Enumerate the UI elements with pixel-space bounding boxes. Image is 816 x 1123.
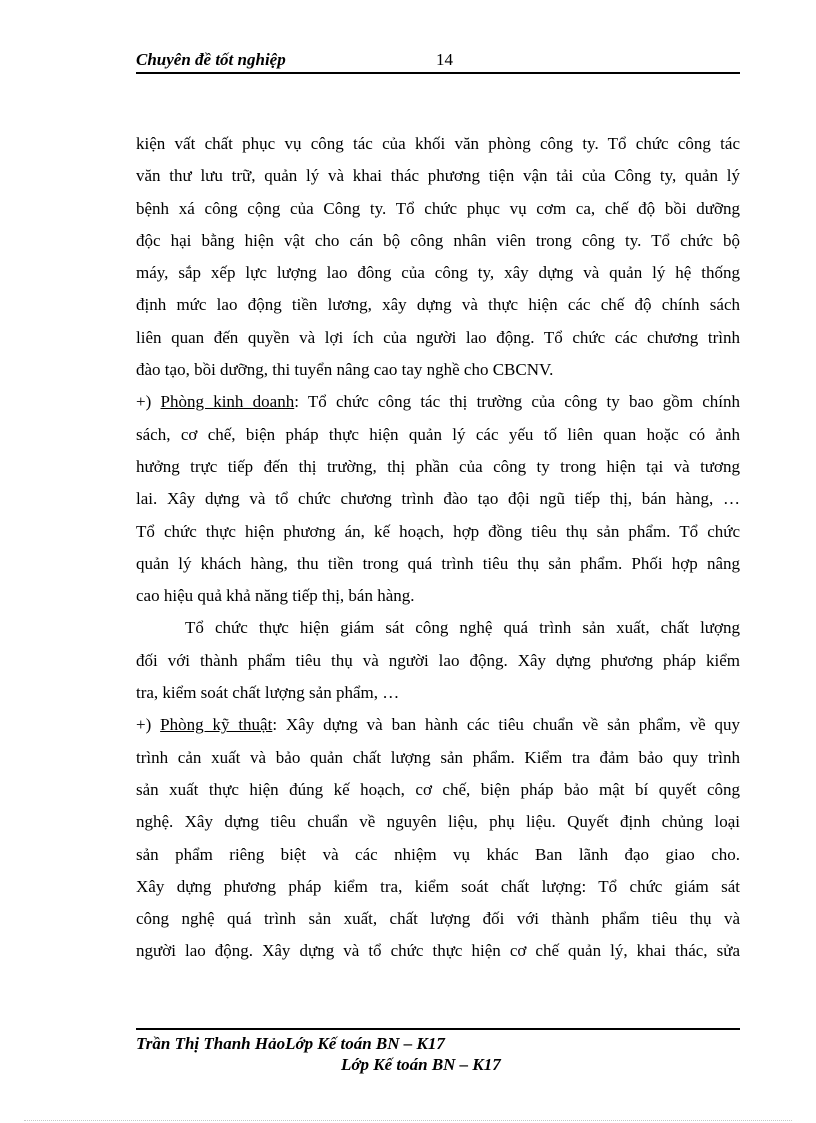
text-line: sản phẩm riêng biệt và các nhiệm vụ khác Ban lãnh đạo giao cho. — [136, 844, 740, 864]
text-line: đối với thành phẩm tiêu thụ và người lao động. Xây dựng phương pháp kiểm — [136, 650, 740, 670]
section-heading-phong-ky-thuat: Phòng kỹ thuật — [160, 715, 273, 735]
text-line: công nghệ quá trình sản xuất, chất lượng đối với thành phẩm tiêu thụ và — [136, 909, 740, 929]
paragraph-phong-kinh-doanh — [136, 386, 740, 612]
text-line: Tổ chức thực hiện giám sát công nghệ quá trình sản xuất, chất lượng — [185, 618, 740, 638]
text-line: hưởng trực tiếp đến thị trường, thị phần của công ty trong hiện tại và tương — [136, 456, 740, 476]
section-heading-phong-kinh-doanh: Phòng kinh doanh — [160, 392, 295, 412]
text-line: văn thư lưu trữ, quản lý và khai thác phương tiện vận tải của Công ty, quản lý — [136, 166, 740, 186]
heading-rest: : Xây dựng và ban hành các tiêu chuẩn về sản phẩm, về quy — [272, 715, 740, 735]
bullet-prefix: +) — [136, 715, 161, 735]
page-number: 14 — [436, 50, 453, 69]
footer-class: Lớp Kế toán BN – K17 — [341, 1055, 501, 1074]
document-body — [136, 128, 740, 968]
header-title: Chuyên đề tốt nghiệp — [136, 50, 286, 69]
text-line: sản xuất thực hiện đúng kế hoạch, cơ chế, biện pháp bảo mật bí quyết công — [136, 779, 740, 799]
text-line: quản lý khách hàng, thu tiền trong quá trình tiêu thụ sản phẩm. Phối hợp nâng — [136, 553, 740, 573]
text-line: cao hiệu quả khả năng tiếp thị, bán hàng. — [136, 586, 415, 606]
text-line: liên quan đến quyền và lợi ích của người lao động. Tổ chức các chương trình — [136, 327, 740, 347]
text-line: Xây dựng phương pháp kiểm tra, kiểm soát chất lượng: Tổ chức giám sát — [136, 876, 740, 896]
page-header — [136, 48, 740, 74]
paragraph-phong-ky-thuat — [136, 709, 740, 967]
text-line: bệnh xá công cộng của Công ty. Tổ chức phục vụ cơm ca, chế độ bồi dưỡng — [136, 198, 740, 218]
text-line: sách, cơ chế, biện pháp thực hiện quản lý các yếu tố liên quan hoặc có ảnh — [136, 424, 740, 444]
text-line: định mức lao động tiền lương, xây dựng và thực hiện các chế độ chính sách — [136, 295, 740, 315]
text-line: kiện vất chất phục vụ công tác của khối văn phòng công ty. Tổ chức công tác — [136, 134, 740, 153]
text-line: trình cản xuất và bảo quản chất lượng sản phẩm. Kiểm tra đảm bảo quy trình — [136, 747, 740, 767]
text-line: nghệ. Xây dựng tiêu chuẩn về nguyên liệu, phụ liệu. Quyết định chủng loại — [136, 812, 740, 832]
page-bottom-dotted-line — [24, 1120, 792, 1121]
heading-rest: : Tổ chức công tác thị trường của công ty bao gồm chính — [294, 392, 740, 412]
footer-divider — [136, 1028, 740, 1030]
paragraph-giam-sat — [136, 612, 740, 709]
text-line: máy, sắp xếp lực lượng lao đông của công ty, xây dựng và quản lý hệ thống — [136, 263, 740, 283]
text-line: độc hại bằng hiện vật cho cán bộ công nhân viên trong công ty. Tổ chức bộ — [136, 230, 740, 250]
text-line: Tổ chức thực hiện phương án, kế hoạch, hợp đồng tiêu thụ sản phẩm. Tổ chức — [136, 521, 740, 541]
bullet-prefix: +) — [136, 392, 161, 412]
text-line: người lao động. Xây dựng và tổ chức thực hiện cơ chế quản lý, khai thác, sửa — [136, 941, 740, 961]
text-line: lai. Xây dựng và tổ chức chương trình đào tạo đội ngũ tiếp thị, bán hàng, … — [136, 489, 740, 509]
text-line — [136, 386, 740, 418]
text-line — [136, 709, 740, 741]
text-line: tra, kiểm soát chất lượng sản phẩm, … — [136, 683, 400, 703]
text-line: đào tạo, bồi dưỡng, thi tuyển nâng cao tay nghề cho CBCNV. — [136, 360, 554, 380]
paragraph-hanh-chinh — [136, 128, 740, 386]
footer-author-class: Trần Thị Thanh HảoLớp Kế toán BN – K17 — [136, 1034, 445, 1053]
